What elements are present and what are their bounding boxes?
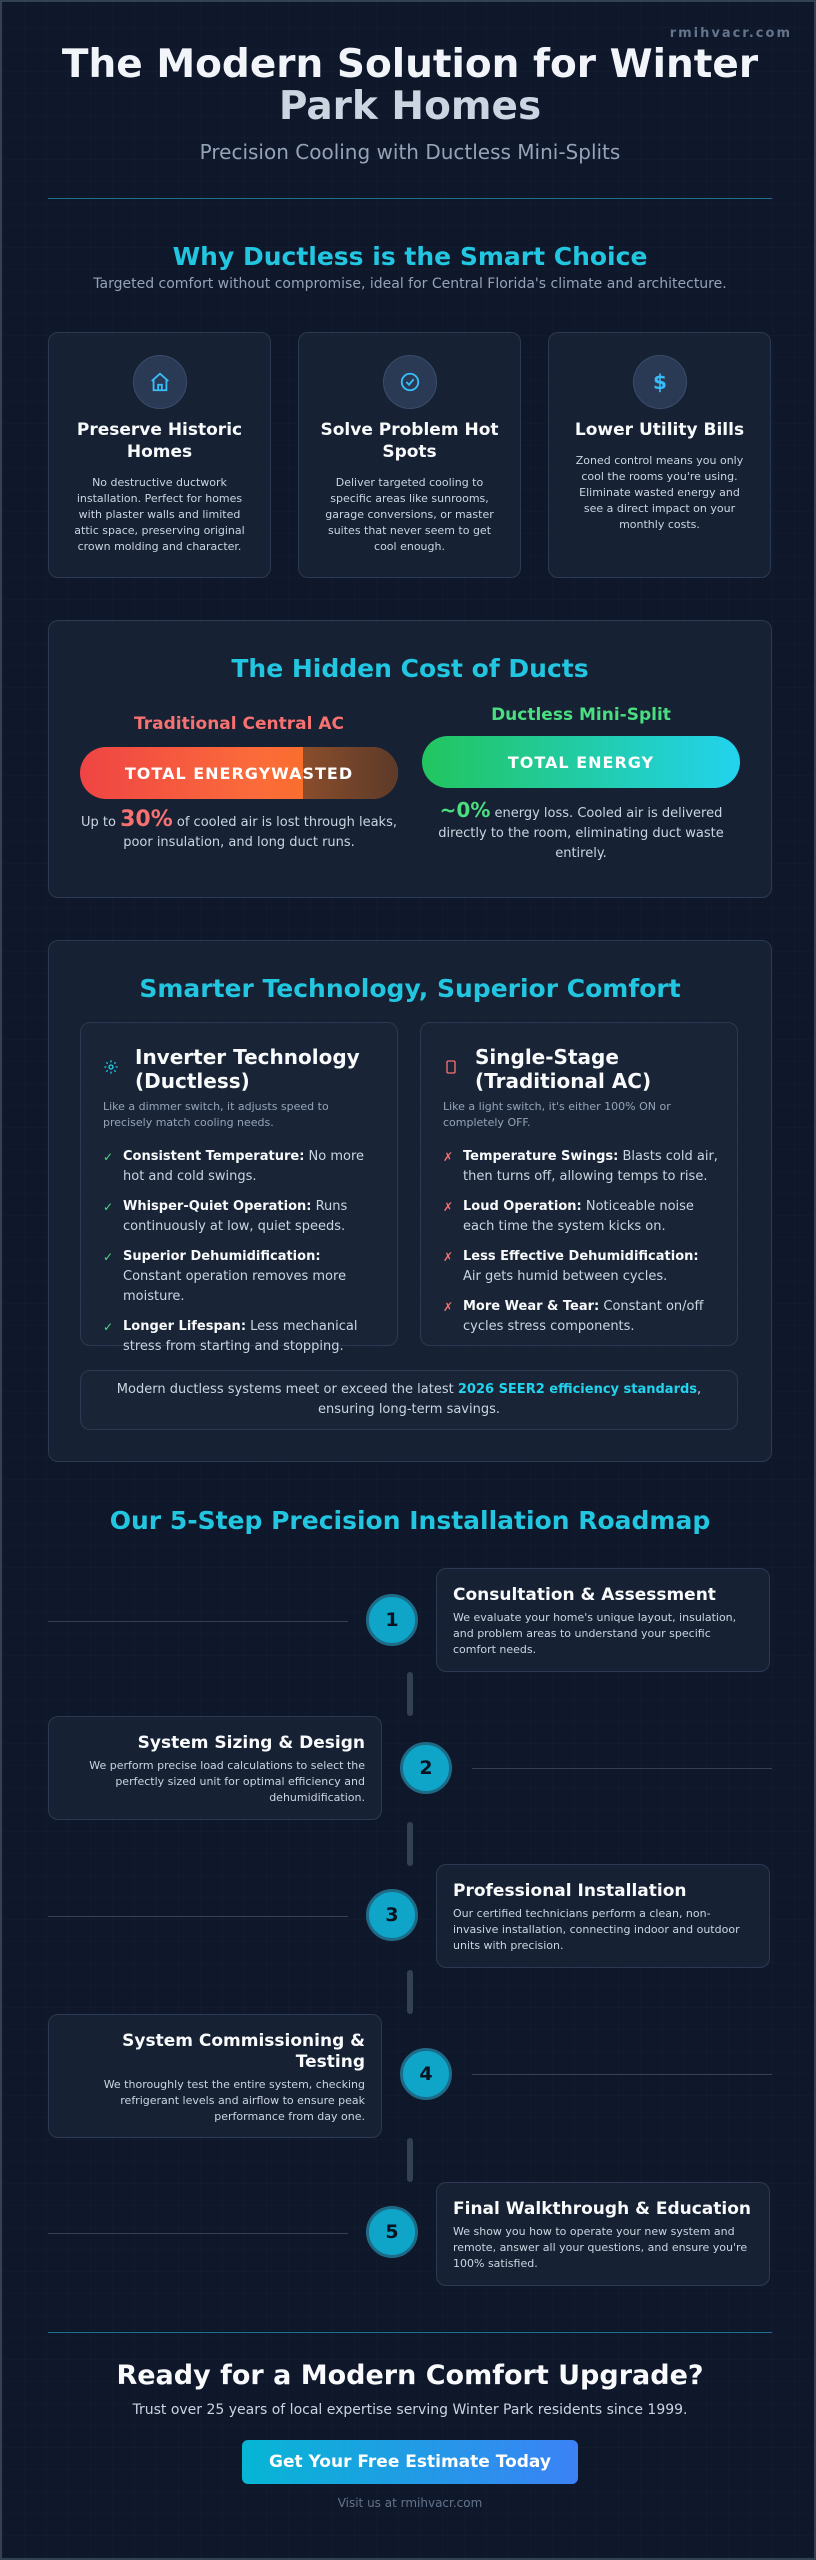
item-text: Air gets humid between cycles. <box>463 1269 668 1284</box>
brand-label: rmihvacr.com <box>669 26 792 41</box>
list-item <box>443 1297 719 1337</box>
list-item <box>103 1317 379 1357</box>
step-card-3 <box>436 1864 770 1968</box>
ductless-text-post: energy loss. Cooled air is delivered directly to the room, eliminating duct waste entirely. <box>438 806 724 861</box>
switch-icon <box>443 1059 459 1079</box>
ductless-pct: ~0% <box>439 798 491 822</box>
ductless-energy-bar <box>422 736 740 788</box>
item-text: Blasts cold air, then turns off, allowing temps to rise. <box>463 1149 718 1184</box>
timeline-connector <box>407 1970 413 2014</box>
feature-card-hotspots <box>298 332 521 578</box>
step-card-4 <box>48 2014 382 2138</box>
inverter-list <box>103 1147 379 1367</box>
traditional-text <box>80 807 398 853</box>
note-bold: 2026 SEER2 efficiency standards <box>457 1382 698 1397</box>
bar-waste-label: WASTED <box>271 763 354 783</box>
feature-desc: No destructive ductwork installation. Perfect for homes with plaster walls and limited attic space, preserving original crown molding and character. <box>74 476 245 553</box>
dollar-icon: $ <box>633 355 687 409</box>
step-number: 3 <box>366 1889 418 1941</box>
list-item <box>103 1247 379 1307</box>
step-desc: We show you how to operate your new system and remote, answer all your questions, and ensure you're 100% satisfied. <box>453 2225 748 2270</box>
traditional-text-pre: Up to <box>81 815 121 830</box>
timeline-connector <box>407 2138 413 2182</box>
item-bold: Longer Lifespan: <box>123 1319 247 1334</box>
single-stage-card <box>420 1022 738 1346</box>
seer2-note <box>80 1370 738 1430</box>
traditional-label: Traditional Central AC <box>133 714 344 734</box>
hero-title-line1: The Modern Solution for Winter <box>61 42 759 87</box>
cta-title: Ready for a Modern Comfort Upgrade? <box>116 2360 704 2391</box>
list-item <box>443 1247 719 1287</box>
timeline-line <box>48 1916 348 1917</box>
note-pre: Modern ductless systems meet or exceed the latest <box>116 1382 458 1397</box>
cost-title: The Hidden Cost of Ducts <box>231 654 589 683</box>
feature-title: Lower Utility Bills <box>574 420 745 440</box>
step-desc: We thoroughly test the entire system, checking refrigerant levels and airflow to ensure peak performance from day one. <box>103 2078 365 2123</box>
hero-title <box>2 44 816 128</box>
ductless-text <box>438 800 724 864</box>
item-bold: Loud Operation: <box>463 1199 582 1214</box>
step-desc: We evaluate your home's unique layout, insulation, and problem areas to understand your specific comfort needs. <box>453 1611 737 1656</box>
item-text: Constant operation removes more moisture. <box>123 1269 347 1304</box>
check-icon: ✓ <box>103 1150 114 1164</box>
note-post: , ensuring long-term savings. <box>317 1382 702 1417</box>
timeline-line <box>48 2233 348 2234</box>
timeline-connector <box>407 1672 413 1716</box>
inverter-title: Inverter Technology (Ductless) <box>135 1045 360 1093</box>
x-icon: ✗ <box>443 1300 454 1314</box>
feature-card-historic <box>48 332 271 578</box>
traditional-energy-bar <box>80 747 398 799</box>
x-icon: ✗ <box>443 1200 454 1214</box>
divider <box>48 2332 772 2333</box>
feature-card-bills <box>548 332 771 578</box>
item-bold: Temperature Swings: <box>463 1149 619 1164</box>
free-estimate-button[interactable]: Get Your Free Estimate Today <box>242 2440 578 2484</box>
step-card-5 <box>436 2182 770 2286</box>
x-icon: ✗ <box>443 1150 454 1164</box>
traditional-text-post: of cooled air is lost through leaks, poor insulation, and long duct runs. <box>123 815 397 850</box>
feature-title: Solve Problem Hot Spots <box>320 420 499 462</box>
inverter-card <box>80 1022 398 1354</box>
roadmap-title: Our 5-Step Precision Installation Roadmap <box>109 1506 711 1535</box>
step-number: 5 <box>366 2206 418 2258</box>
single-stage-list <box>443 1147 719 1347</box>
timeline-connector <box>407 1822 413 1866</box>
single-stage-title: Single-Stage (Traditional AC) <box>475 1045 652 1093</box>
check-icon: ✓ <box>103 1250 114 1264</box>
step-number: 2 <box>400 1742 452 1794</box>
home-icon <box>133 355 187 409</box>
check-circle-icon <box>383 355 437 409</box>
step-number: 4 <box>400 2048 452 2100</box>
feature-title: Preserve Historic Homes <box>76 420 243 462</box>
single-stage-subtitle: Like a light switch, it's either 100% ON or completely OFF. <box>443 1100 671 1129</box>
step-title: System Commissioning & Testing <box>122 2031 365 2072</box>
ductless-label: Ductless Mini-Split <box>491 705 671 725</box>
item-text: Constant on/off cycles stress components. <box>463 1299 704 1334</box>
step-number: 1 <box>366 1594 418 1646</box>
list-item <box>103 1197 379 1237</box>
list-item <box>103 1147 379 1187</box>
check-icon: ✓ <box>103 1320 114 1334</box>
step-title: Final Walkthrough & Education <box>453 2199 752 2219</box>
step-title: Consultation & Assessment <box>453 1585 716 1605</box>
step-desc: We perform precise load calculations to select the perfectly sized unit for optimal efficiency and dehumidification. <box>89 1759 365 1804</box>
step-card-2 <box>48 1716 382 1820</box>
step-title: System Sizing & Design <box>137 1733 365 1753</box>
timeline-line <box>472 2074 772 2075</box>
inverter-subtitle: Like a dimmer switch, it adjusts speed to precisely match cooling needs. <box>103 1100 329 1129</box>
item-bold: Superior Dehumidification: <box>123 1249 321 1264</box>
bar-total-label: TOTAL ENERGY <box>507 752 655 772</box>
divider <box>48 198 772 199</box>
timeline-line <box>48 1621 348 1622</box>
gear-icon <box>103 1059 119 1079</box>
item-bold: More Wear & Tear: <box>463 1299 600 1314</box>
check-icon: ✓ <box>103 1200 114 1214</box>
item-text: Less mechanical stress from starting and stopping. <box>123 1319 358 1354</box>
traditional-pct: 30% <box>120 807 173 832</box>
bar-total-label: TOTAL ENERGY <box>124 763 272 783</box>
tech-title: Smarter Technology, Superior Comfort <box>139 974 681 1003</box>
item-text: Noticeable noise each time the system kicks on. <box>463 1199 694 1234</box>
feature-desc: Deliver targeted cooling to specific areas like sunrooms, garage conversions, or master suites that never seem to get cool enough. <box>325 476 494 553</box>
timeline-line <box>472 1768 772 1769</box>
list-item <box>443 1147 719 1187</box>
item-text: No more hot and cold swings. <box>123 1149 365 1184</box>
x-icon: ✗ <box>443 1250 454 1264</box>
item-bold: Less Effective Dehumidification: <box>463 1249 699 1264</box>
why-title: Why Ductless is the Smart Choice <box>172 242 648 271</box>
item-bold: Whisper-Quiet Operation: <box>123 1199 312 1214</box>
step-card-1 <box>436 1568 770 1672</box>
list-item <box>443 1197 719 1237</box>
step-title: Professional Installation <box>453 1881 687 1901</box>
item-text: Runs continuously at low, quiet speeds. <box>123 1199 348 1234</box>
feature-desc: Zoned control means you only cool the rooms you're using. Eliminate wasted energy and see a direct impact on your monthly costs. <box>575 454 744 531</box>
item-bold: Consistent Temperature: <box>123 1149 305 1164</box>
why-lead: Targeted comfort without compromise, ideal for Central Florida's climate and architecture. <box>93 276 727 292</box>
visit-link[interactable]: Visit us at rmihvacr.com <box>337 2496 483 2510</box>
hero-title-line2: Park Homes <box>278 84 542 129</box>
hero-subtitle: Precision Cooling with Ductless Mini-Splits <box>199 140 621 164</box>
step-desc: Our certified technicians perform a clean, non-invasive installation, connecting indoor and outdoor units with precision. <box>453 1907 740 1952</box>
cta-subtitle: Trust over 25 years of local expertise serving Winter Park residents since 1999. <box>132 2402 688 2418</box>
